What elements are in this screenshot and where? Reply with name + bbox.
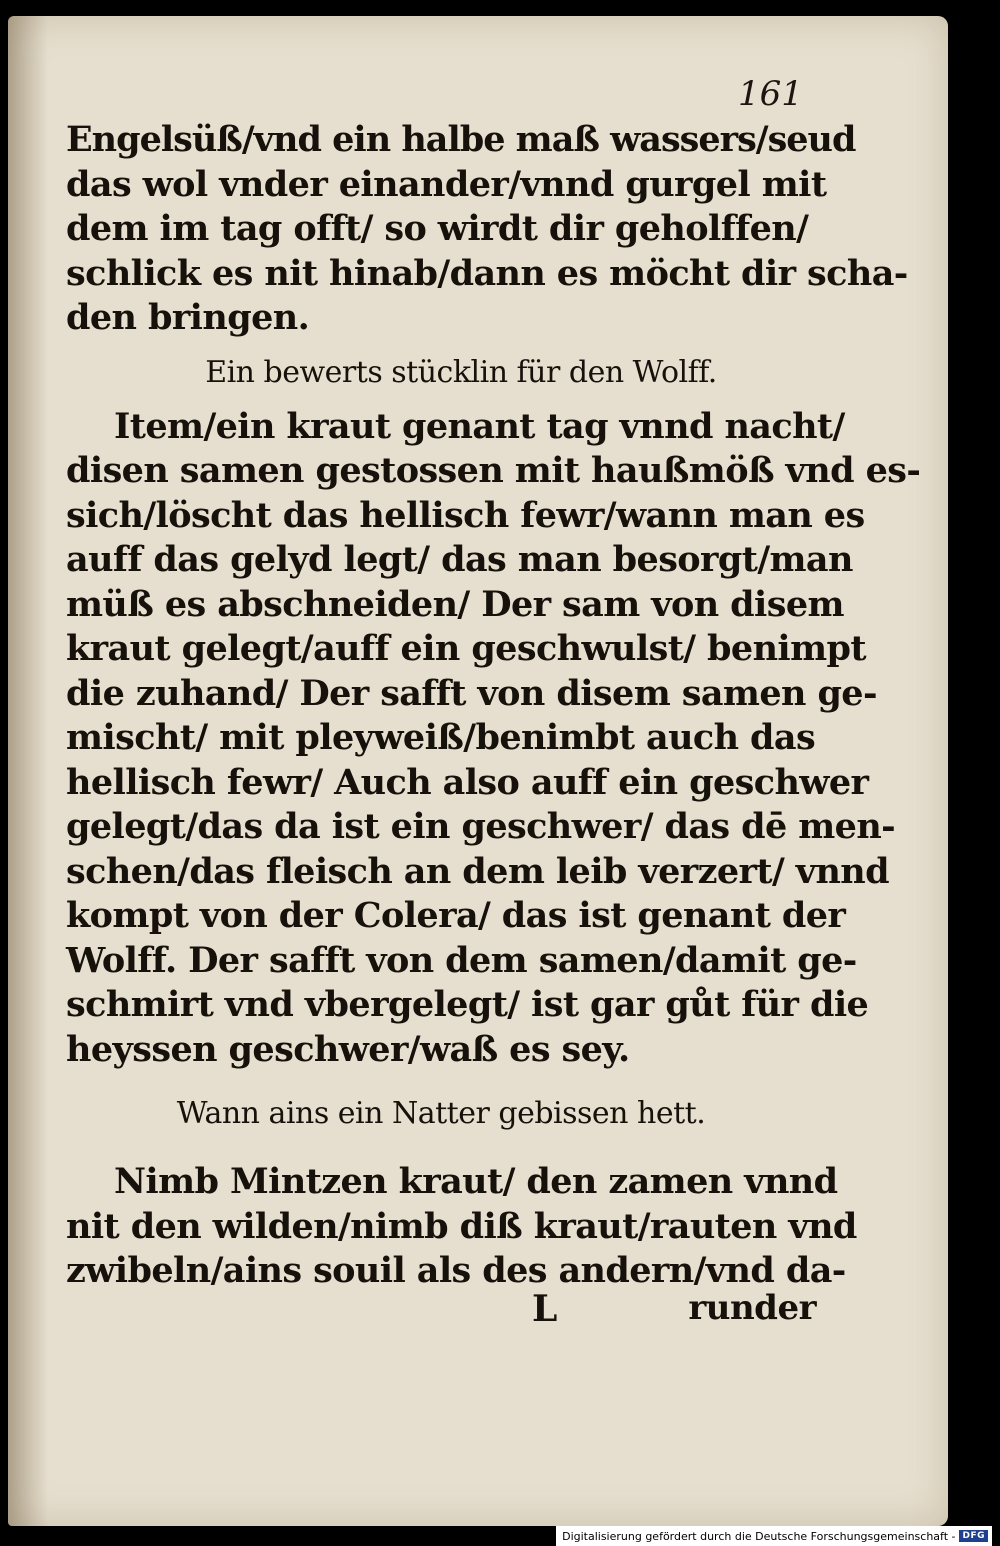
text-line: disen samen gestossen mit haußmöß vnd es- [66,450,921,491]
book-page [8,16,948,1526]
text-line: schen/das fleisch an dem leib verzert/ vnnd [66,850,890,892]
text-block [66,118,921,1294]
text-line: kraut gelegt/auff ein geschwulst/ benimpt [66,628,866,669]
text-line: Nimb Mintzen kraut/ den zamen vnnd [114,1161,838,1202]
text-line: sich/löscht das hellisch fewr/wann man es [66,494,865,536]
text-line: Engelsüß/vnd ein halbe maß wassers/seud [66,119,856,160]
text-line: kompt von der Colera/ das ist genant der [66,895,846,936]
text-line: den bringen. [66,297,310,338]
catchword-row [66,1288,816,1332]
text-line: zwibeln/ains souil als des andern/vnd da- [66,1250,846,1291]
signature-mark: L [532,1288,558,1330]
dfg-logo: DFG [959,1530,988,1542]
paragraph-3 [66,1160,857,1294]
text-line: die zuhand/ Der safft von disem samen ge- [66,672,877,714]
paragraph-1 [66,118,908,341]
text-line: gelegt/das da ist ein geschwer/ das dē men- [66,806,896,847]
text-line: auff das gelyd legt/ das man besorgt/man [66,539,853,580]
text-line: dem im tag offt/ so wirdt dir geholffen/ [66,208,809,249]
text-line: nit den wilden/nimb diß kraut/rauten vnd [66,1205,857,1247]
text-line: müß es abschneiden/ Der sam von disem [66,583,844,625]
page-number: 161 [738,74,803,114]
footer-text: Digitalisierung gefördert durch die Deutsche Forschungsgemeinschaft - [562,1529,956,1543]
catchword: runder [688,1288,816,1328]
text-line: schmirt vnd vbergelegt/ ist gar gůt für die [66,984,869,1025]
text-line: das wol vnder einander/vnnd gurgel mit [66,163,827,205]
text-line: hellisch fewr/ Auch also auff ein geschwer [66,761,869,803]
text-line: heyssen geschwer/waß es sey. [66,1028,630,1070]
digitization-footer [556,1526,992,1546]
text-line: mischt/ mit pleyweiß/benimbt auch das [66,717,816,758]
section-heading-natter: Wann ains ein Natter gebissen hett. [176,1096,706,1131]
text-line: Item/ein kraut genant tag vnnd nacht/ [114,405,845,447]
paragraph-2 [66,405,921,1073]
text-line: Wolff. Der safft von dem samen/damit ge- [66,939,857,981]
section-heading-wolff: Ein bewerts stücklin für den Wolff. [205,354,717,390]
text-line: schlick es nit hinab/dann es möcht dir scha- [66,252,908,294]
